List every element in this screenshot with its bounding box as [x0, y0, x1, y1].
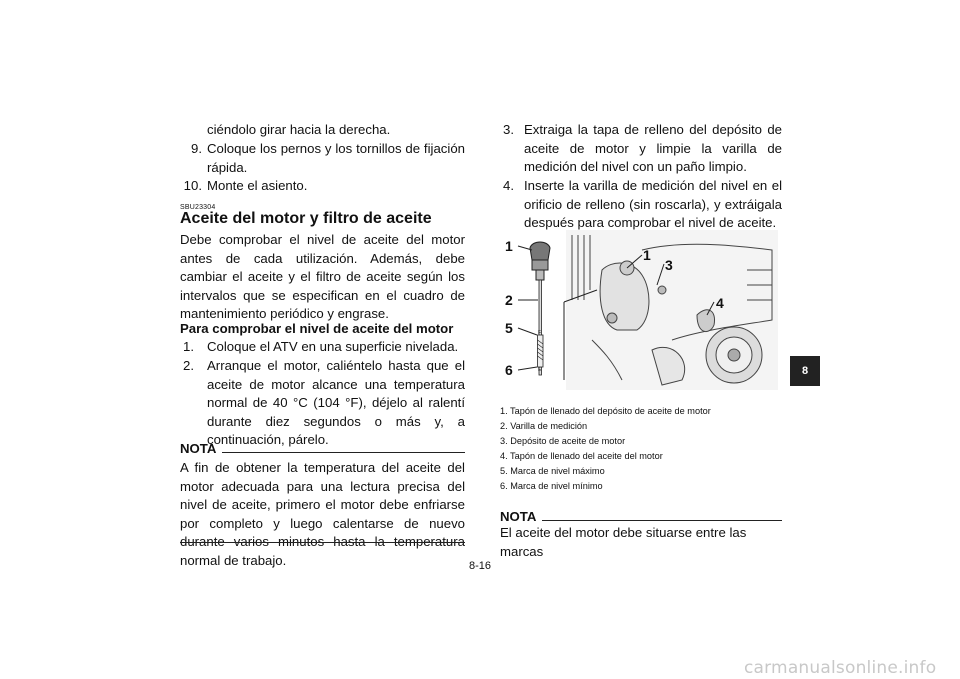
caption-2: 2. Varilla de medición	[500, 421, 588, 431]
caption-5: 5. Marca de nivel máximo	[500, 466, 605, 476]
nota-end-rule	[180, 542, 465, 543]
caption-6: 6. Marca de nivel mínimo	[500, 481, 603, 491]
step-text: Extraiga la tapa de relleno del depósito de aceite de motor y limpie la varilla de medición del nivel con un paño limpio.	[524, 122, 782, 175]
step-number: 10.	[183, 178, 202, 193]
section-title: Aceite del motor y filtro de aceite	[180, 210, 432, 227]
caption-3: 3. Depósito de aceite de motor	[500, 436, 626, 446]
dipstick-mark-f: F	[538, 330, 542, 336]
caption-4: 4. Tapón de llenado del aceite del motor	[500, 451, 663, 461]
step-text: Coloque el ATV en una superficie nivelada.	[207, 339, 459, 354]
nota-label: NOTA	[180, 441, 217, 456]
subheading: Para comprobar el nivel de aceite del motor	[180, 321, 454, 336]
caption-1: 1. Tapón de llenado del depósito de aceite de motor	[500, 406, 711, 416]
step-number: 3.	[503, 122, 514, 137]
step-text: Coloque los pernos y los tornillos de fijación rápida.	[207, 141, 465, 175]
chapter-tab[interactable]: 8	[790, 356, 820, 386]
step-text: Monte el asiento.	[207, 178, 308, 193]
right-nota-rule	[542, 520, 782, 521]
engine-oil-figure	[502, 230, 780, 390]
dipstick	[530, 242, 550, 375]
continuation-text: ciéndolo girar hacia la derecha.	[207, 122, 391, 137]
intro-paragraph: Debe comprobar el nivel de aceite del motor antes de cada utilización. Además, debe cambiar el aceite y el filtro de aceite según los intervalos que se especifican en el cuadro de mantenimiento periódico y engrase.	[180, 232, 465, 322]
step-number: 4.	[503, 178, 514, 193]
step-number: 9.	[191, 141, 202, 156]
step-number: 2.	[183, 358, 194, 373]
engine-illustration	[502, 230, 780, 390]
label-5: 5	[505, 320, 513, 336]
right-nota-text: El aceite del motor debe situarse entre las marcas	[500, 525, 747, 559]
watermark-text: carmanualsonline.info	[744, 658, 937, 678]
label-4: 4	[716, 295, 724, 311]
label-1-left: 1	[505, 238, 513, 254]
nota-rule	[222, 452, 465, 453]
step-number: 1.	[183, 339, 194, 354]
section-code: SBU23304	[180, 204, 216, 211]
dipstick-mark-e: E	[538, 367, 542, 373]
label-1-engine: 1	[643, 247, 651, 263]
label-6: 6	[505, 362, 513, 378]
step-text: Arranque el motor, caliéntelo hasta que el aceite de motor alcance una temperatura normal de 40 °C (104 °F), déjelo al ralentí durante diez segundos o más y, a continuación, párelo.	[207, 358, 465, 448]
label-3: 3	[665, 257, 673, 273]
engine-drawing	[564, 230, 778, 390]
right-nota-label: NOTA	[500, 509, 537, 524]
label-2: 2	[505, 292, 513, 308]
step-text: Inserte la varilla de medición del nivel en el orificio de relleno (sin roscarla), y extráigala después para comprobar el nivel de aceite.	[524, 178, 782, 231]
nota-text: A fin de obtener la temperatura del aceite del motor adecuada para una lectura precisa del nivel de aceite, primero el motor debe enfriarse por completo y luego calentarse de nuevo durante varios minutos hasta la temperatura normal de trabajo.	[180, 460, 465, 568]
page-number: 8-16	[468, 560, 492, 572]
